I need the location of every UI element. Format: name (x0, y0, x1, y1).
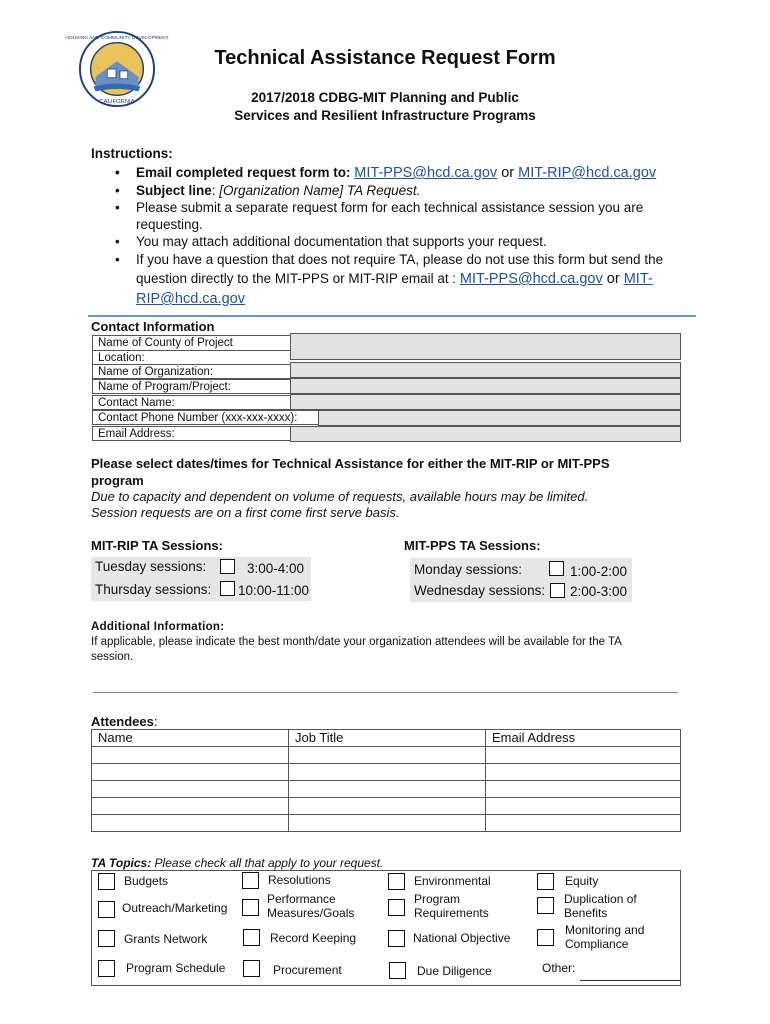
sessions-note-line2: Session requests are on a first come first serve basis. (91, 505, 400, 520)
due-diligence-label: Due Diligence (417, 964, 492, 978)
performance-label: Performance Measures/Goals (267, 892, 355, 920)
mit-pps-email-link-2[interactable]: MIT-PPS@hcd.ca.gov (459, 271, 603, 287)
attendee-cell[interactable] (289, 747, 486, 764)
phone-field[interactable] (318, 410, 681, 426)
record-keeping-checkbox[interactable] (243, 929, 260, 946)
national-objective-checkbox[interactable] (388, 930, 405, 947)
contact-name-field[interactable] (290, 394, 681, 410)
budgets-label: Budgets (124, 874, 169, 888)
sessions-heading: Please select dates/times for Technical Assistance for either the MIT-RIP or MIT-PPS (91, 456, 610, 471)
attendee-cell[interactable] (486, 764, 681, 781)
environmental-checkbox[interactable] (388, 873, 405, 890)
duplication-label: Duplication of Benefits (564, 892, 637, 920)
email-field[interactable] (290, 426, 681, 442)
program-requirements-checkbox[interactable] (388, 899, 405, 916)
equity-label: Equity (565, 874, 599, 888)
label-organization: Name of Organization: (92, 364, 290, 379)
outreach-label: Outreach/Marketing (122, 901, 228, 915)
instruction-attach: • You may attach additional documentation that supports your request. (91, 233, 691, 250)
section-divider (88, 315, 696, 317)
tuesday-checkbox[interactable] (220, 559, 235, 574)
attendee-cell[interactable] (289, 815, 486, 832)
other-input-line[interactable] (580, 980, 680, 981)
thursday-checkbox[interactable] (220, 581, 235, 596)
attendee-cell[interactable] (92, 747, 289, 764)
label-county: Name of County of Project (92, 335, 290, 350)
attendee-cell[interactable] (289, 781, 486, 798)
procurement-checkbox[interactable] (243, 960, 260, 977)
performance-checkbox[interactable] (242, 899, 259, 916)
label-email: Email Address: (92, 426, 290, 441)
attendee-cell[interactable] (486, 781, 681, 798)
instructions-heading: Instructions: (91, 146, 173, 161)
mit-rip-email-link[interactable]: MIT-RIP@hcd.ca.gov (518, 165, 657, 181)
attendee-cell[interactable] (486, 747, 681, 764)
svg-text:HOUSING AND COMMUNITY DEVELOPM: HOUSING AND COMMUNITY DEVELOPMENT (65, 35, 169, 41)
label-phone: Contact Phone Number (xxx-xxx-xxxx): (92, 410, 318, 425)
procurement-label: Procurement (273, 963, 342, 977)
topics-heading: TA Topics: Please check all that apply to your request. (91, 856, 384, 870)
sessions-note-line1: Due to capacity and dependent on volume of requests, available hours may be limited. (91, 489, 589, 504)
svg-text:CALIFORNIA: CALIFORNIA (99, 99, 135, 106)
additional-info-heading: Additional Information: (91, 621, 225, 633)
attendee-row (92, 815, 681, 832)
instruction-question: • If you have a question that does not require TA, please do not use this form but send the question directly to the MIT-PPS or MIT-RIP email at : MIT-PPS@hcd.ca.gov or MIT-RIP@hcd.ca.gov (91, 250, 691, 309)
equity-checkbox[interactable] (537, 873, 554, 890)
label-contact-name: Contact Name: (92, 395, 290, 410)
due-diligence-checkbox[interactable] (389, 962, 406, 979)
form-subtitle-line1: 2017/2018 CDBG-MIT Planning and Public (251, 90, 519, 105)
monday-time: 1:00-2:00 (570, 564, 628, 579)
monitoring-checkbox[interactable] (537, 929, 554, 946)
label-program: Name of Program/Project: (92, 379, 290, 394)
attendee-cell[interactable] (92, 764, 289, 781)
county-location-field[interactable] (290, 333, 681, 360)
organization-field[interactable] (290, 362, 681, 378)
additional-info-text-line1: If applicable, please indicate the best month/date your organization attendees will be available for the TA (91, 636, 622, 648)
additional-info-text-line2: session. (91, 651, 134, 663)
mit-rip-email-link-2[interactable]: MIT-RIP@hcd.ca.gov (136, 271, 653, 307)
attendee-row (92, 764, 681, 781)
attendee-cell[interactable] (486, 815, 681, 832)
instruction-separate-form: • Please submit a separate request form for each technical assistance session you are requesting. (91, 199, 691, 233)
mit-pps-heading: MIT-PPS TA Sessions: (404, 538, 541, 553)
budgets-checkbox[interactable] (98, 873, 115, 890)
program-schedule-checkbox[interactable] (98, 960, 115, 977)
program-field[interactable] (290, 378, 681, 394)
form-subtitle-line2: Services and Resilient Infrastructure Programs (234, 108, 536, 123)
attendee-cell[interactable] (92, 781, 289, 798)
duplication-checkbox[interactable] (537, 897, 554, 914)
monday-label: Monday sessions: (414, 562, 523, 577)
grants-network-label: Grants Network (124, 932, 208, 946)
resolutions-label: Resolutions (268, 873, 331, 887)
instruction-email: • Email completed request form to: MIT-PPS@hcd.ca.gov or MIT-RIP@hcd.ca.gov (91, 164, 691, 182)
col-name: Name (92, 730, 289, 747)
program-requirements-label: Program Requirements (414, 892, 489, 920)
instructions-list (91, 164, 691, 309)
thursday-label: Thursday sessions: (95, 582, 212, 597)
attendee-cell[interactable] (289, 798, 486, 815)
wednesday-label: Wednesday sessions: (414, 583, 546, 598)
record-keeping-label: Record Keeping (270, 931, 357, 945)
resolutions-checkbox[interactable] (242, 872, 259, 889)
wednesday-checkbox[interactable] (550, 583, 565, 598)
col-email: Email Address (486, 730, 681, 747)
thursday-time: 10:00-11:00 (238, 583, 310, 598)
additional-info-input-line[interactable] (93, 692, 678, 693)
instruction-subject: • Subject line: [Organization Name] TA Request. (91, 182, 691, 199)
attendee-row (92, 747, 681, 764)
attendees-table (91, 729, 681, 832)
program-schedule-label: Program Schedule (126, 961, 226, 975)
attendee-row (92, 781, 681, 798)
attendees-heading: Attendees: (91, 714, 158, 729)
mit-pps-email-link[interactable]: MIT-PPS@hcd.ca.gov (354, 165, 498, 181)
grants-network-checkbox[interactable] (98, 930, 115, 947)
environmental-label: Environmental (414, 874, 491, 888)
contact-heading: Contact Information (91, 319, 215, 334)
attendees-header-row (92, 730, 681, 747)
monitoring-label: Monitoring and Compliance (565, 923, 645, 951)
attendee-cell[interactable] (486, 798, 681, 815)
national-objective-label: National Objective (413, 931, 511, 945)
attendee-row (92, 798, 681, 815)
sessions-heading-cont: program (91, 473, 144, 488)
other-label: Other: (542, 961, 576, 975)
form-title: Technical Assistance Request Form (214, 47, 556, 69)
wednesday-time: 2:00-3:00 (570, 584, 628, 599)
attendee-cell[interactable] (289, 764, 486, 781)
attendee-cell[interactable] (92, 798, 289, 815)
col-job-title: Job Title (289, 730, 486, 747)
tuesday-time: 3:00-4:00 (247, 561, 305, 576)
mit-rip-heading: MIT-RIP TA Sessions: (91, 538, 223, 553)
tuesday-label: Tuesday sessions: (95, 559, 207, 574)
attendee-cell[interactable] (92, 815, 289, 832)
monday-checkbox[interactable] (549, 561, 564, 576)
outreach-checkbox[interactable] (98, 901, 115, 918)
label-location: Location: (92, 350, 290, 365)
